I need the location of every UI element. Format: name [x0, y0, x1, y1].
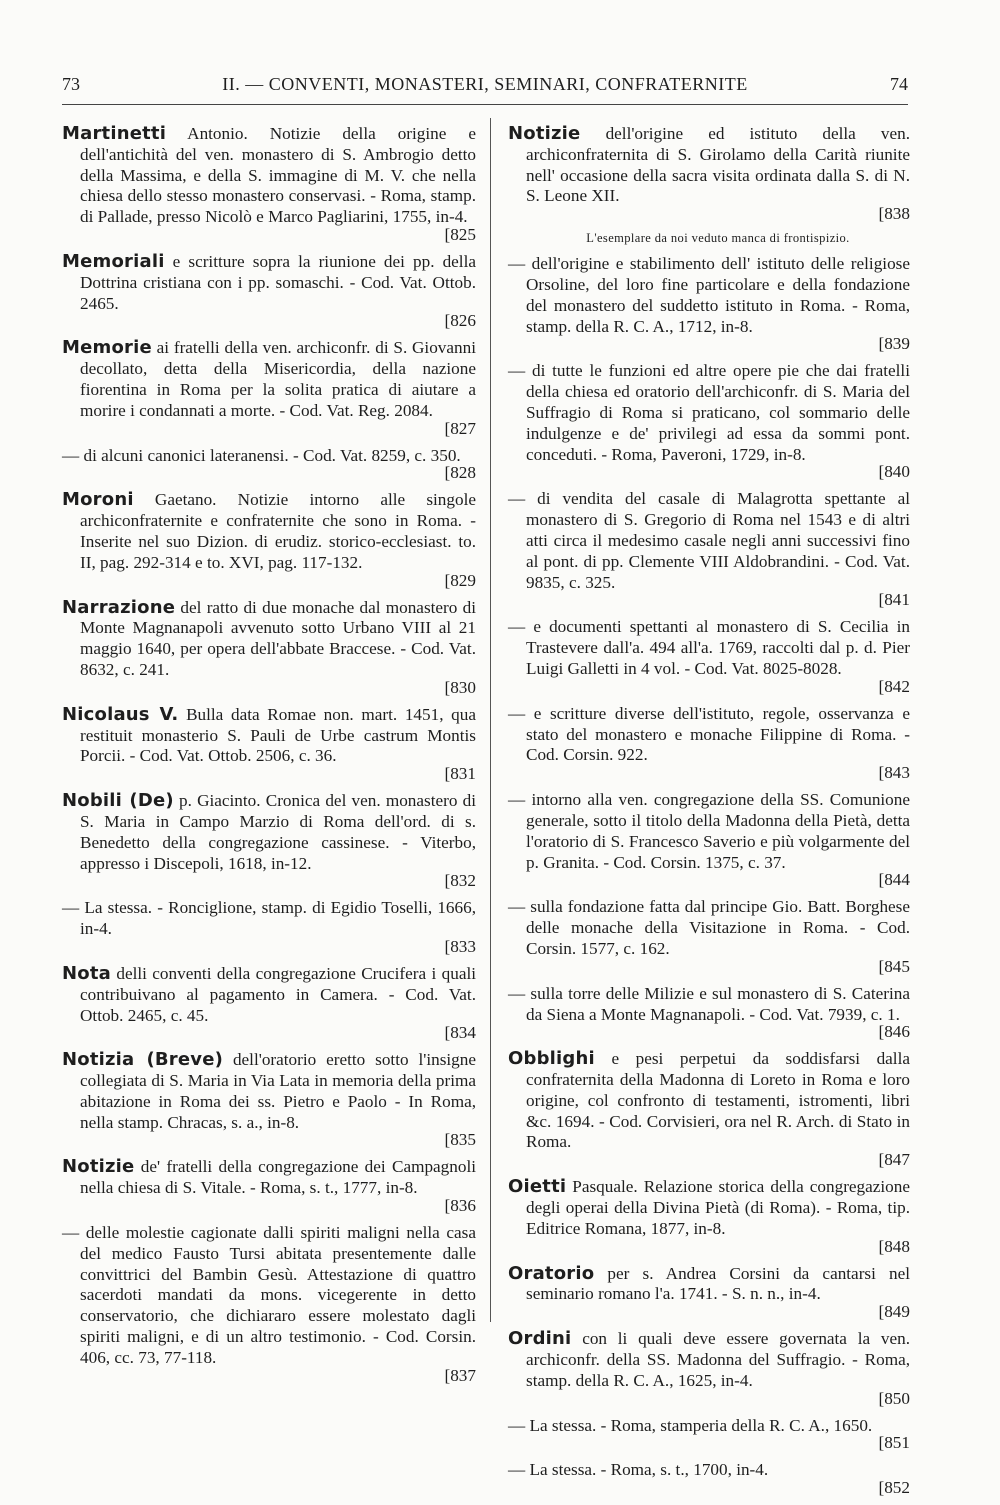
entry-text: — di vendita del casale di Malagrotta spettante al monastero di S. Gregorio di Roma nel 1543 e di altri atti circa il medesimo casale negli anni successivi fino al pont. di pp. Clemente VIII Aldobrandini. - Cod. Vat. 9835, c. 325. — [508, 489, 910, 592]
entry-number: [831 — [444, 764, 476, 784]
right-column — [508, 124, 910, 1505]
entry-heading: Martinetti — [62, 123, 167, 144]
entry-number: [835 — [444, 1130, 476, 1150]
entry-number: [845 — [878, 956, 910, 976]
entry-heading: Narrazione — [62, 596, 176, 618]
entry-number: [849 — [878, 1302, 910, 1322]
entry-text: — di tutte le funzioni ed altre opere pie che dai fratelli della chiesa ed oratorio dell'archiconfr. di S. Maria del Suffragio di Roma si praticano, col sommario delle indulgenze e de' privilegi ad essa da sommi pont. conceduti. - Roma, Paveroni, 1729, in-8. — [508, 361, 910, 464]
bibliography-entry — [508, 254, 910, 353]
entry-number: [842 — [878, 676, 910, 696]
entry-number: [846 — [878, 1022, 910, 1042]
entry-text: — dell'origine e stabilimento dell' istituto delle religiose Orsoline, del loro fine particolare e della fondazione del monastero del suddetto istituto in Roma. - Roma, stamp. della R. C. A., 1712, in-8. — [508, 254, 910, 336]
entry-text: e pesi perpetui da soddisfarsi dalla confraternita della Madonna di Loreto in Roma e loro origine, col confronto di testamenti, istromenti, libri &c. 1694. - Cod. Corvisieri, ora nel R. Arch. di Stato in Roma. — [526, 1049, 910, 1152]
bibliography-entry — [508, 617, 910, 695]
entry-text: — sulla fondazione fatta dal principe Gio. Batt. Borghese delle monache della Visitazione in Roma. - Cod. Corsin. 1577, c. 162. — [508, 897, 910, 958]
running-header — [62, 74, 908, 102]
entry-number: [832 — [444, 871, 476, 891]
bibliography-entry — [62, 1050, 476, 1149]
entry-text: ai fratelli della ven. archiconfr. di S. Giovanni decollato, detta della Misericordia, della nazione fiorentina in Roma per la solita pratica di aiutare a morire i condannati a morte. - Cod. Vat. Reg. 2084. — [80, 338, 476, 420]
bibliography-entry — [508, 984, 910, 1042]
entry-number: [828 — [444, 463, 476, 483]
bibliography-entry — [62, 791, 476, 890]
entry-text: delli conventi della congregazione Crucifera i quali contribuivano al pagamento in Camera. - Cod. Vat. Ottob. 2465, c. 45. — [80, 963, 476, 1025]
entry-text: con li quali deve essere governata la ven. archiconfr. della SS. Madonna del Suffragio. - Roma, stamp. della R. C. A., 1625, in-4. — [526, 1329, 910, 1390]
bibliography-entry — [508, 1329, 910, 1407]
entry-heading: Nobili (De) — [62, 790, 174, 812]
entry-heading: Oratorio — [508, 1262, 595, 1284]
entry-text: Antonio. Notizie della origine e dell'antichità del ven. monastero di S. Ambrogio detto della Massima, e della S. immagine di M. V. che nella chiesa dello stesso monastero conservasi. - Roma, stamp. di Pallade, presso Nicolò e Marco Pagliarini, 1755, in-4. — [80, 124, 476, 227]
entry-heading: Notizie — [62, 1156, 135, 1178]
header-rule — [62, 104, 908, 105]
entry-text: Bulla data Romae non. mart. 1451, qua restituit monasterio S. Pauli de Urbe castrum Montis Porcii. - Cod. Vat. Ottob. 2506, c. 36. — [80, 704, 476, 766]
entry-text: — e scritture diverse dell'istituto, regole, osservanza e stato del monastero e monache Filippine di Roma. - Cod. Corsin. 922. — [508, 703, 910, 765]
entry-heading: Nicolaus V. — [62, 703, 179, 725]
bibliography-entry — [508, 1460, 910, 1497]
page-number-left: 73 — [62, 74, 80, 94]
entry-heading: Memoriali — [62, 250, 165, 272]
entry-text: p. Giacinto. Cronica del ven. monastero di S. Maria in Campo Marzio di Roma dell'ord. di s. Benedetto della congregazione cassinese. - Viterbo, appresso i Discepoli, 1618, in-12. — [80, 791, 476, 873]
entry-note: L'esemplare da noi veduto manca di frontispizio. — [586, 231, 850, 246]
bibliography-entry — [62, 964, 476, 1042]
entry-heading: Moroni — [62, 489, 134, 511]
bibliography-entry — [62, 124, 476, 244]
entry-number: [851 — [878, 1433, 910, 1453]
bibliography-entry — [508, 1049, 910, 1169]
entry-text: de' fratelli della congregazione dei Campagnoli nella chiesa di S. Vitale. - Roma, s. t., 1777, in-8. — [80, 1157, 476, 1198]
entry-number: [838 — [878, 204, 910, 224]
entry-number: [852 — [878, 1478, 910, 1498]
bibliography-entry — [62, 490, 476, 589]
entry-text: Gaetano. Notizie intorno alle singole archiconfraternite e confraternite che sono in Roma. - Inserite nel suo Dizion. di erudiz. storico-ecclesiast. to. II, pag. 292-314 e to. XVI, pag. 117-132. — [80, 490, 476, 572]
section-title: II. — CONVENTI, MONASTERI, SEMINARI, CONFRATERNITE — [222, 74, 748, 94]
entry-number: [836 — [444, 1196, 476, 1216]
entry-number: [829 — [444, 570, 476, 590]
bibliography-entry — [508, 704, 910, 782]
bibliography-entry — [508, 897, 910, 975]
bibliography-entry — [62, 446, 476, 483]
entry-text: — La stessa. - Roma, s. t., 1700, in-4. — [508, 1460, 769, 1480]
bibliography-entry — [508, 361, 910, 481]
bibliography-entry — [62, 705, 476, 783]
entry-text: — La stessa. - Roma, stamperia della R. C. A., 1650. — [508, 1415, 873, 1435]
entry-text: del ratto di due monache dal monastero di Monte Magnanapoli avvenuto sotto Urbano VIII al 21 maggio 1640, per opera dell'abbate Braccese. - Cod. Vat. 8632, c. 241. — [80, 597, 476, 679]
entry-number: [844 — [878, 870, 910, 890]
entry-number: [827 — [444, 418, 476, 438]
entry-heading: Ordini — [508, 1328, 572, 1350]
bibliography-entry — [62, 338, 476, 437]
bibliography-entry — [508, 1177, 910, 1255]
entry-text: dell'origine ed istituto della ven. archiconfraternita di S. Girolamo della Carità riunite nell' occasione della sacra visita ordinata dalla S. di N. S. Leone XII. — [526, 124, 910, 206]
entry-number: [839 — [878, 334, 910, 354]
entry-text: — di alcuni canonici lateranensi. - Cod. Vat. 8259, c. 350. — [62, 445, 461, 465]
entry-number: [825 — [444, 224, 476, 244]
bibliography-entry — [62, 252, 476, 330]
left-column — [62, 124, 476, 1393]
bibliography-entry — [508, 489, 910, 609]
entry-heading: Notizie — [508, 123, 581, 144]
entry-text: — La stessa. - Ronciglione, stamp. di Egidio Toselli, 1666, in-4. — [62, 898, 476, 939]
entry-number: [833 — [444, 936, 476, 956]
entry-number: [837 — [444, 1365, 476, 1385]
entry-heading: Obblighi — [508, 1048, 595, 1070]
entry-number: [826 — [444, 311, 476, 331]
entry-heading: Nota — [62, 962, 111, 984]
entry-number: [843 — [878, 763, 910, 783]
entry-text: dell'oratorio eretto sotto l'insigne collegiata di S. Maria in Via Lata in memoria della prima abitazione in Roma dei ss. Pietro e Paolo - In Roma, nella stamp. Chracas, s. a., in-8. — [80, 1050, 476, 1132]
entry-text: — intorno alla ven. congregazione della SS. Comunione generale, sotto il titolo della Madonna della Pietà, detta l'oratorio di S. Francesco Saverio e più volgarmente del p. Granita. - Cod. Corsin. 1375, c. 37. — [508, 790, 910, 872]
entry-number: [848 — [878, 1236, 910, 1256]
entry-number: [840 — [878, 462, 910, 482]
entry-text: per s. Andrea Corsini da cantarsi nel seminario romano l'a. 1741. - S. n. n., in-4. — [526, 1263, 910, 1304]
bibliography-entry — [508, 1416, 910, 1453]
bibliography-entry — [508, 124, 910, 223]
entry-heading: Memorie — [62, 337, 152, 359]
column-divider — [490, 118, 491, 1322]
bibliography-entry — [62, 898, 476, 956]
entry-number: [834 — [444, 1023, 476, 1043]
entry-text: — sulla torre delle Milizie e sul monastero di S. Caterina da Siena a Monte Magnanapoli. - Cod. Vat. 7939, c. 1. — [508, 983, 910, 1024]
entry-text: — e documenti spettanti al monastero di S. Cecilia in Trastevere dall'a. 494 all'a. 1769, raccolti dal p. d. Pier Luigi Galletti in 4 vol. - Cod. Vat. 8025-8028. — [508, 617, 910, 678]
bibliography-entry — [508, 1264, 910, 1322]
bibliography-entry — [62, 1157, 476, 1215]
entry-heading: Notizia (Breve) — [62, 1049, 224, 1071]
entry-number: [847 — [878, 1150, 910, 1170]
page-number-right: 74 — [890, 74, 908, 94]
entry-heading: Oietti — [508, 1176, 567, 1198]
entry-number: [850 — [878, 1388, 910, 1408]
entry-number: [830 — [444, 677, 476, 697]
bibliography-entry — [62, 1223, 476, 1385]
entry-text: — delle molestie cagionate dalli spiriti maligni nella casa del medico Fausto Tursi abitata presentemente dalle convittrici del Bambin Gesù. Attestazione di quattro sacerdoti mandati da mons. vicegerente in detto conservatorio, che dichiararo essere molestato dagli spiriti maligni, e di un altro testimonio. - Cod. Corsin. 406, cc. 73, 77-118. — [62, 1223, 476, 1367]
bibliography-entry — [508, 790, 910, 889]
entry-text: e scritture sopra la riunione dei pp. della Dottrina cristiana con i pp. somaschi. - Cod. Vat. Ottob. 2465. — [80, 251, 476, 313]
entry-text: Pasquale. Relazione storica della congregazione degli operai della Divina Pietà (di Roma). - Roma, tip. Editrice Romana, 1877, in-8. — [526, 1177, 910, 1238]
bibliography-entry — [62, 598, 476, 697]
entry-number: [841 — [878, 590, 910, 610]
